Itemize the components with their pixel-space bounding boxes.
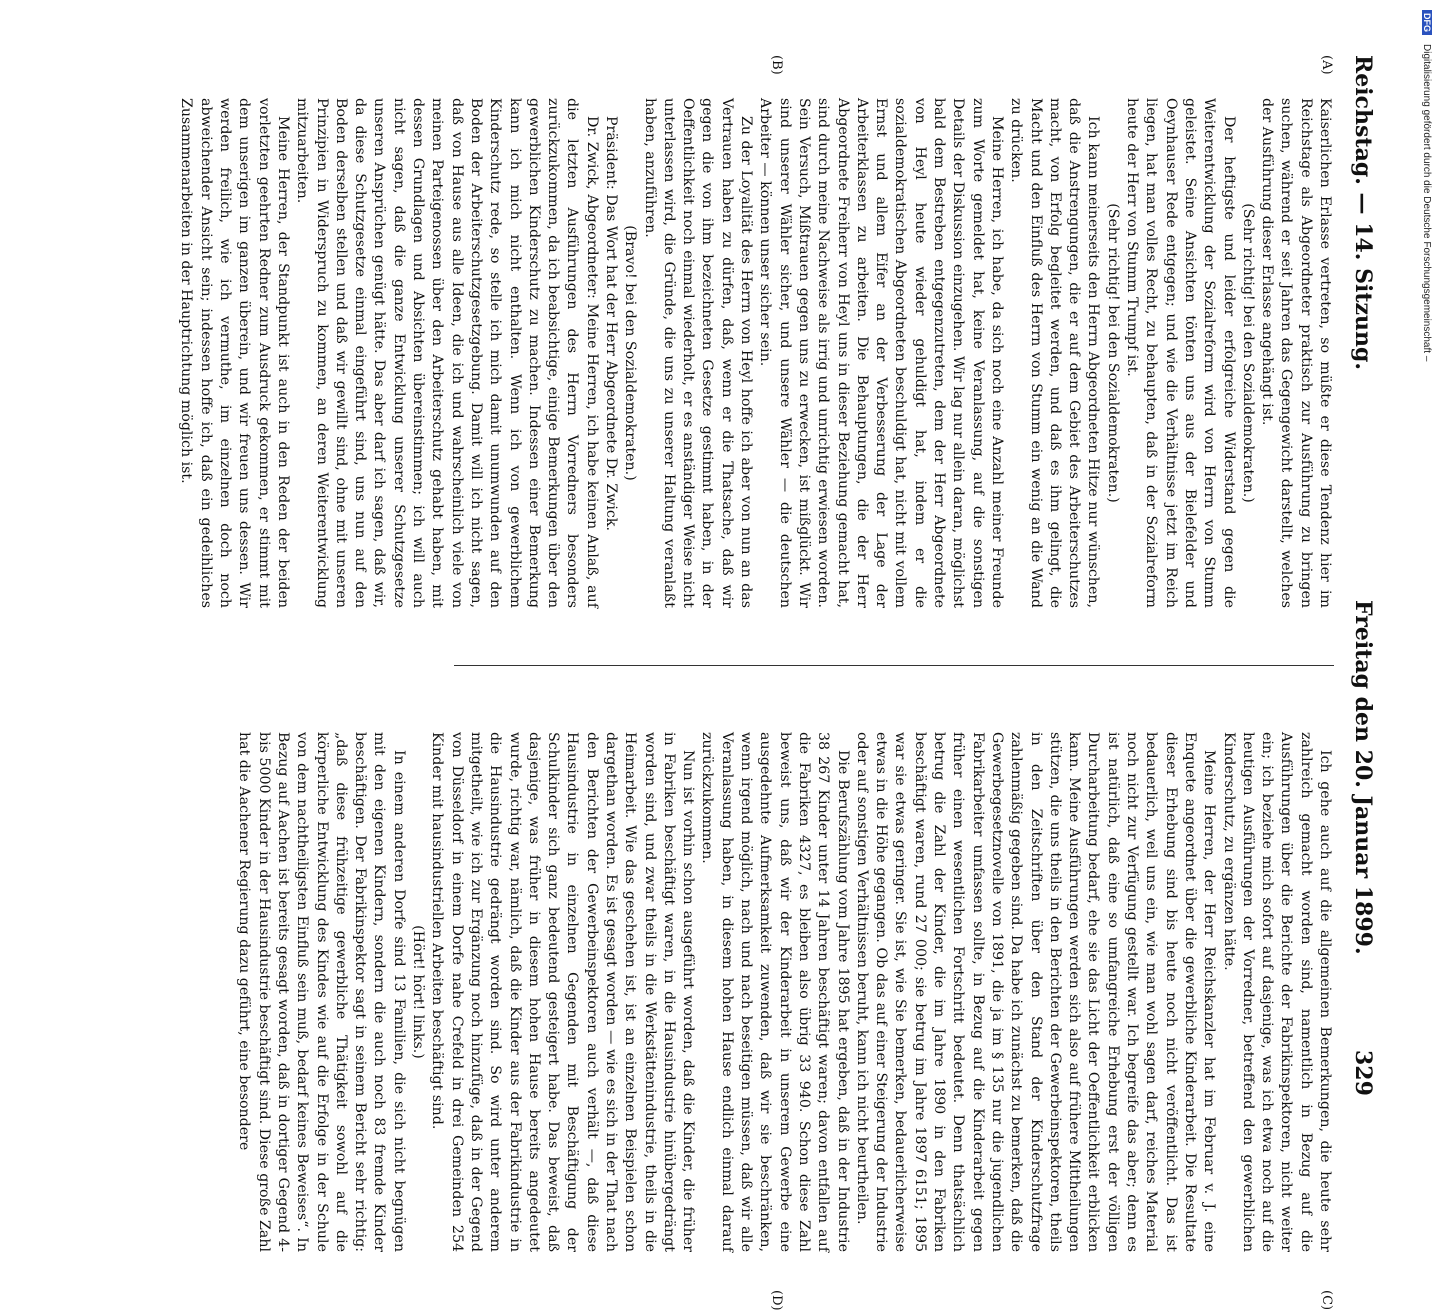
interjection: (Sehr richtig! bei den Sozialdemokraten.) <box>1239 203 1256 503</box>
paragraph: In einem anderen Dorfe sind 13 Familien, die sich nicht begnügen mit den eigenen Kindern, sondern die auch noch 83 fremde Kinder beschäftigen. Der Fabrikinspektor sagt in seinem Bericht sehr richtig: „daß diese frühzeitige gewerbliche Thätigkeit sowohl auf die körperliche Entwicklung des Kindes wie auf die Erfolge in der Schule von dem nachtheiligsten Einfluß sein muß, bedarf keines Beweises“. In Bezug auf Aachen ist bereits gesagt worden, daß in dortiger Gegend 4- bis 5000 Kinder in der Hausindustrie beschäftigt sind. Diese große Zahl hat die Aachener Regierung dazu geführt, eine besondere <box>236 732 407 1252</box>
paragraph: Nun ist vorhin schon ausgeführt worden, daß die Kinder, die früher in Fabriken beschäftigt waren, in die Hausindustrie hinübergedrängt worden sind, und zwar theils in die Werkstättenindustrie, theils in die Heimarbeit. Wie das geschehen ist, ist an einzelnen Beispielen schon dargethan worden. Es ist gesagt worden — wie es sich in der That nach den Berichten der Gewerbeinspektoren auch verhält —, daß diese Hausindustrie in einzelnen Gegenden mit Beschäftigung der Schulkinder sich ganz bedeutend gesteigert habe. Das beweist, daß dasjenige, was früher in diesem hohen Hause bereits angedeutet wurde, richtig war, nämlich, daß die Kinder aus der Fabrikindustrie in die Hausindustrie gedrängt worden sind. So wird unter anderem mitgetheilt, wie ich zur Ergänzung noch hinzufüge, daß in der Gegend von Düsseldorf in einem Dorfe nahe Crefeld in drei Gemeinden 254 Kinder mit hausindustriellen Arbeiten beschäftigt sind. <box>429 732 697 1252</box>
margin-marker-a: (A) <box>1319 55 1334 75</box>
paragraph: Die Berufszählung vom Jahre 1895 hat ergeben, daß in der Industrie 38 267 Kinder unter 14 Jahren beschäftigt waren; davon entfallen auf die Fabriken 4327, es bleiben also übrig 33 940. Schon diese Zahl beweist uns, daß wir der Kinderarbeit in unserem Gewerbe eine ausgedehnte Aufmerksamkeit zuwenden, daß wir sie beschränken, wenn irgend möglich, nach und nach beseitigen müssen, daß wir alle Veranlassung haben, in diesem hohen Hause endlich einmal darauf zurückzukommen. <box>699 732 851 1252</box>
credit-strip <box>1418 10 1434 990</box>
paragraph: Der heftigste und leider erfolgreiche Widerstand gegen die Weiterentwicklung der Sozialreform wird von Herrn von Stumm geleistet. Seine Ansichten tönten uns aus der Bielefelder und Oeynhauser Rede entgegen; und wie die Verhältnisse jetzt im Reich liegen, hat man volles Recht, zu behaupten, daß in der Sozialreform heute der Herr von Stumm Trumpf ist. <box>1124 98 1237 608</box>
margin-marker-d: (D) <box>769 1290 784 1311</box>
paragraph: Ich kann meinerseits den Herrn Abgeordneten Hitze nur wünschen, daß die Anstrengungen, die er auf dem Gebiet des Arbeiterschutzes macht, von Erfolg begleitet werden, und daß es ihm gelingt, die Macht und den Einfluß des Herrn von Stumm ein wenig an die Wand zu drücken. <box>1008 98 1102 608</box>
page-number: 329 <box>1350 1050 1376 1096</box>
interjection: (Bravo! bei den Sozialdemokraten.) <box>622 225 639 481</box>
dfg-logo: DFG <box>1422 10 1432 35</box>
left-column <box>178 98 1334 608</box>
header-left: Reichstag. — 14. Sitzung. <box>1350 55 1376 371</box>
paragraph: Ich gehe auch auf die allgemeinen Bemerkungen, die heute sehr zahlreich gemacht worden sind, namentlich in Bezug auf die Ausführungen über die Berichte der Fabrikinspektoren, nicht weiter ein; ich beziehe mich sofort auf dasjenige, was ich etwa noch auf die heutigen Ausführungen der Vorredner, betreffend den gewerblichen Kinderschutz, zu ergänzen hätte. <box>1220 732 1333 1252</box>
margin-marker-c: (C) <box>1319 1290 1334 1311</box>
paragraph: Dr. Zwick, Abgeordneter: Meine Herren, ich habe keinen Anlaß, auf die letzten Ausführungen des Herrn Vorredners besonders zurückzukommen, da ich beabsichtige, einige Bemerkungen über den gewerblichen Kinderschutz zu machen. Indessen einer Bemerkung kann ich mich nicht enthalten. Wenn ich von gewerblichem Kinderschutz rede, so stelle ich mich damit unumwunden auf den Boden der Arbeiterschutzgesetzgebung. Damit will ich nicht sagen, daß von Hause aus alle Ideen, die ich und wahrscheinlich viele von meinen Parteigenossen über den Arbeiterschutz gehabt haben, mit dessen Grundlagen und Absichten übereinstimmen; ich will auch nicht sagen, daß die ganze Entwicklung unserer Schutzgesetze unseren Ansprüchen genügt hätte. Das aber darf ich sagen, daß wir, da diese Schutzgesetze einmal eingeführt sind, uns nun auf den Boden derselben stellen und daß wir gewillt sind, ohne mit unseren Prinzipien in Widerspruch zu kommen, an deren Weiterentwicklung mitzuarbeiten. <box>294 98 600 608</box>
running-header <box>1336 0 1376 1096</box>
interjection: (Hört! hört! links.) <box>410 925 427 1059</box>
paragraph: Meine Herren, der Herr Reichskanzler hat im Februar v. J. eine Enquete angeordnet über die gewerbliche Kinderarbeit. Die Resultate dieser Erhebung sind bis heute noch nicht veröffentlicht. Das ist bedauerlich, weil uns ein, wie man wohl sagen darf, reiches Material noch nicht zur Verfügung gestellt war. Ich begreife das aber; denn es ist natürlich, daß eine so umfangreiche Erhebung erst der völligen Durcharbeitung bedarf, ehe sie das Licht der Oeffentlichkeit erblicken kann. Meine Ausführungen werden sich also auf frühere Mittheilungen stützen, die uns theils in den Berichten der Gewerbeinspektoren, theils in den Zeitschriften über den Stand der Kinderschutzfrage zahlenmäßig gegeben sind. Da habe ich zunächst zu bemerken, daß die Gewerbegesetznovelle von 1891, die ja im § 135 nur die jugendlichen Fabrikarbeiter umfassen sollte, in Bezug auf die Kinderarbeit gegen früher einen wesentlichen Fortschritt bedeutet. Denn thatsächlich betrug die Zahl der Kinder, die im Jahre 1890 in den Fabriken beschäftigt waren, rund 27 000; sie betrug im Jahre 1897 6151; 1895 war sie etwas geringer. Sie ist, wie Sie bemerken, bedauerlicherweise etwas in die Höhe gegangen. Ob das auf einer Steigerung der Industrie oder auf sonstigen Verhältnissen beruht, kann ich nicht beurtheilen. <box>853 732 1218 1252</box>
credit-text: Digitalisierung gefördert durch die Deutsche Forschungsgemeinschaft – <box>1421 44 1432 362</box>
right-column <box>236 732 1334 1252</box>
margin-marker-b: (B) <box>769 55 784 75</box>
header-center: Freitag den 20. Januar 1899. <box>1350 600 1376 955</box>
paragraph: Meine Herren, ich habe, da sich noch eine Anzahl meiner Freunde zum Worte gemeldet hat, keine Veranlassung, auf die sonstigen Details der Diskussion einzugehen. Wir lag nur allein daran, möglichst bald dem Bestreben entgegenzutreten, dem der Herr Abgeordnete von Heyl heute wieder gehuldigt hat, indem er die sozialdemokratischen Abgeordneten beschuldigt hat, nicht mit vollem Ernst und allem Eifer an der Verbesserung der Lage der Arbeiterklassen zu arbeiten. Die Behauptungen, die der Herr Abgeordnete Freiherr von Heyl uns in dieser Beziehung gemacht hat, sind durch meine Nachweise als irrig und unrichtig erwiesen worden. Sein Versuch, Mißtrauen gegen uns zu erwecken, ist mißglückt. Wir sind unserer Wähler sicher, und unsere Wähler — die deutschen Arbeiter — können unser sicher sein. <box>757 98 1005 608</box>
paragraph: Präsident: Das Wort hat der Herr Abgeordnete Dr. Zwick. <box>603 116 620 531</box>
paragraph: Kaiserlichen Erlasse vertreten, so müßte er diese Tendenz hier im Reichstage als Abgeordneter praktisch zur Ausführung zu bringen suchen, während er seit Jahren das Gegengewicht darstellt, welches der Ausführung dieser Erlasse angehängt ist. <box>1259 98 1333 608</box>
paragraph: Meine Herren, der Standpunkt ist auch in den Reden der beiden vorletzten geehrten Redner zum Ausdruck gekommen, er stimmt mit dem unserigen im ganzen überein, und wir freuen uns dessen. Wir werden freilich, wie ich vermuthe, im einzelnen doch noch abweichender Ansicht sein; indessen hoffe ich, daß ein gedeihliches Zusammenarbeiten in der Hauptrichtung möglich ist. <box>178 98 291 608</box>
interjection: (Sehr richtig! bei den Sozialdemokraten.) <box>1104 203 1121 503</box>
paragraph: Zu der Loyalität des Herrn von Heyl hoffe ich aber von nun an das Vertrauen haben zu dürfen, daß, wenn er die Thatsache, daß wir gegen die von ihm bezeichneten Gesetze gestimmt haben, in der Oeffentlichkeit noch einmal wiederholt, er es anständiger Weise nicht unterlassen wird, die Gründe, die uns zu unserer Haltung veranlaßt haben, anzuführen. <box>641 98 755 608</box>
document-scan <box>34 0 1434 1311</box>
column-rule <box>454 665 1334 666</box>
